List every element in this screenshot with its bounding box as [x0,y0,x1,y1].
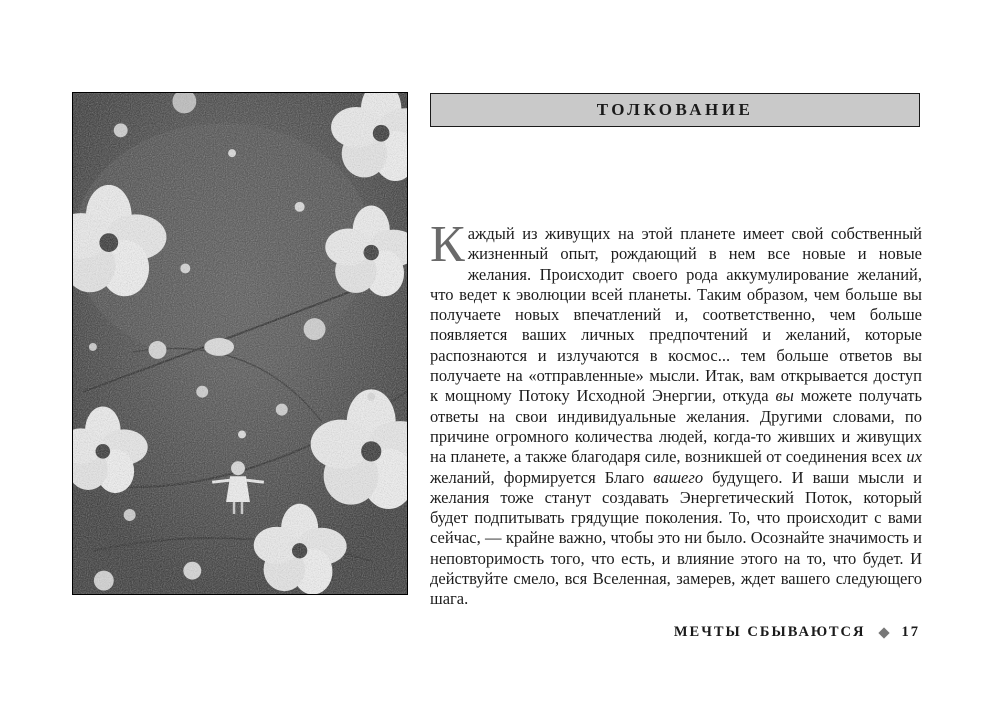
body-paragraph [430,216,922,610]
section-heading-box [430,93,920,127]
emphasis: их [906,447,922,467]
diamond-icon [878,627,889,638]
text-segment: желаний, формируется Благо [430,467,654,487]
emphasis: вы [775,386,794,406]
text-segment: будущего. И ваши мысли и желания тоже станут создавать Энергетический Поток, который будет подпитывать грядущие поколения. То, что происходит с вами сейчас, — крайне важно, чтобы это ни было. Осознайте значимость и неповторимость того, что есть, и влияние этого на то, что будет. И действуйте смело, вся Вселенная, замерев, ждет вашего следующего шага. [430,467,922,609]
text-segment: аждый из живущих на этой планете имеет свой собственный жизненный опыт, рождающий в нем все новые и новые желания. Происходит своего рода аккумулирование желаний, что ведет к эволюции всей планеты. Таким образом, чем больше вы получаете новых впечатлений и, соответственно, чем больше появляется ваших личных предпочтений и желаний, которые распознаются и излучаются в космос... тем больше ответов вы получаете на «отправленные» мысли. Итак, вам открывается доступ к мощному Потоку Исходной Энергии, откуда [430,224,922,406]
page-number: 17 [901,624,920,640]
flowers-and-child-illustration [73,93,407,594]
text-segment: можете получать ответы на свои индивидуальные желания. Другими словами, по причине огромного количества людей, когда-то живших и живущих на планете, а также благодаря силе, возникшей от соединения всех [430,386,922,467]
emphasis: вашего [653,467,704,487]
drop-cap: К [430,216,465,273]
section-heading: ТОЛКОВАНИЕ [596,100,754,119]
page-footer [674,624,920,641]
illustration [72,92,408,595]
running-title: МЕЧТЫ СБЫВАЮТСЯ [673,624,866,640]
